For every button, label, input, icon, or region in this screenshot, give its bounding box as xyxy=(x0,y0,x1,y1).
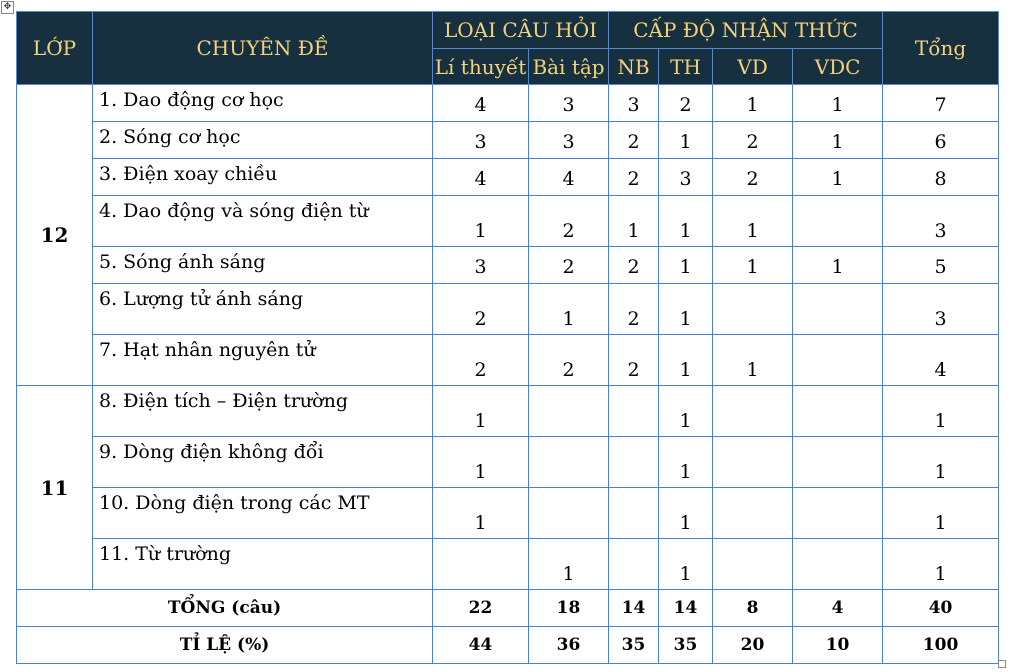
value-cell-vd: 2 xyxy=(713,122,793,159)
value-cell-li-thuyet: 1 xyxy=(433,386,529,437)
value-cell-bai-tap: 3 xyxy=(529,85,609,122)
lop-cell: 11 xyxy=(17,386,93,590)
value-cell-bai-tap xyxy=(529,437,609,488)
totals-row-value-th: 14 xyxy=(659,590,713,627)
value-cell-vdc xyxy=(793,488,883,539)
value-cell-vd xyxy=(713,284,793,335)
value-cell-tong: 6 xyxy=(883,122,999,159)
topic-cell: 2. Sóng cơ học xyxy=(93,122,433,159)
totals-row-value-li-thuyet: 22 xyxy=(433,590,529,627)
value-cell-nb xyxy=(609,386,659,437)
header-lop: LỚP xyxy=(17,12,93,85)
value-cell-vdc: 1 xyxy=(793,85,883,122)
header-nb: NB xyxy=(609,49,659,85)
topic-cell: 5. Sóng ánh sáng xyxy=(93,247,433,284)
value-cell-th: 1 xyxy=(659,196,713,247)
topic-cell: 3. Điện xoay chiều xyxy=(93,159,433,196)
ratio-row-value-vd: 20 xyxy=(713,627,793,664)
totals-row-value-bai-tap: 18 xyxy=(529,590,609,627)
value-cell-bai-tap: 2 xyxy=(529,247,609,284)
table-row xyxy=(17,247,999,284)
value-cell-th: 1 xyxy=(659,437,713,488)
value-cell-vdc: 1 xyxy=(793,122,883,159)
value-cell-nb xyxy=(609,437,659,488)
value-cell-nb: 2 xyxy=(609,159,659,196)
value-cell-li-thuyet: 2 xyxy=(433,335,529,386)
value-cell-vd xyxy=(713,386,793,437)
value-cell-th: 1 xyxy=(659,539,713,590)
value-cell-vdc: 1 xyxy=(793,247,883,284)
ratio-row-label: TỈ LỆ (%) xyxy=(17,627,433,664)
value-cell-li-thuyet xyxy=(433,539,529,590)
table-row xyxy=(17,85,999,122)
table-row xyxy=(17,488,999,539)
value-cell-nb: 3 xyxy=(609,85,659,122)
value-cell-bai-tap: 4 xyxy=(529,159,609,196)
table-row xyxy=(17,284,999,335)
topic-cell: 9. Dòng điện không đổi xyxy=(93,437,433,488)
ratio-row-value-th: 35 xyxy=(659,627,713,664)
topic-cell: 10. Dòng điện trong các MT xyxy=(93,488,433,539)
value-cell-nb xyxy=(609,488,659,539)
value-cell-li-thuyet: 1 xyxy=(433,196,529,247)
value-cell-li-thuyet: 4 xyxy=(433,85,529,122)
value-cell-tong: 1 xyxy=(883,539,999,590)
table-row xyxy=(17,335,999,386)
table-row xyxy=(17,122,999,159)
value-cell-tong: 1 xyxy=(883,488,999,539)
header-cap-do: CẤP ĐỘ NHẬN THỨC xyxy=(609,12,883,49)
value-cell-th: 1 xyxy=(659,335,713,386)
header-vd: VD xyxy=(713,49,793,85)
value-cell-li-thuyet: 1 xyxy=(433,437,529,488)
value-cell-th: 1 xyxy=(659,122,713,159)
header-tong: Tổng xyxy=(883,12,999,85)
topic-cell: 7. Hạt nhân nguyên tử xyxy=(93,335,433,386)
value-cell-bai-tap: 2 xyxy=(529,335,609,386)
header-vdc: VDC xyxy=(793,49,883,85)
ratio-row-value-vdc: 10 xyxy=(793,627,883,664)
value-cell-li-thuyet: 3 xyxy=(433,122,529,159)
value-cell-tong: 7 xyxy=(883,85,999,122)
header-loai-cau-hoi: LOẠI CÂU HỎI xyxy=(433,12,609,49)
totals-row-value-tong: 40 xyxy=(883,590,999,627)
value-cell-th: 1 xyxy=(659,247,713,284)
value-cell-th: 1 xyxy=(659,488,713,539)
value-cell-tong: 8 xyxy=(883,159,999,196)
value-cell-tong: 4 xyxy=(883,335,999,386)
topic-cell: 4. Dao động và sóng điện từ xyxy=(93,196,433,247)
value-cell-vd xyxy=(713,437,793,488)
value-cell-tong: 3 xyxy=(883,196,999,247)
totals-row-label: TỔNG (câu) xyxy=(17,590,433,627)
value-cell-vdc xyxy=(793,539,883,590)
value-cell-vd: 1 xyxy=(713,335,793,386)
ratio-row-value-bai-tap: 36 xyxy=(529,627,609,664)
value-cell-li-thuyet: 4 xyxy=(433,159,529,196)
value-cell-bai-tap: 3 xyxy=(529,122,609,159)
value-cell-nb: 2 xyxy=(609,335,659,386)
ratio-row-value-li-thuyet: 44 xyxy=(433,627,529,664)
topic-cell: 1. Dao động cơ học xyxy=(93,85,433,122)
value-cell-bai-tap: 1 xyxy=(529,539,609,590)
value-cell-vdc xyxy=(793,386,883,437)
topic-cell: 8. Điện tích – Điện trường xyxy=(93,386,433,437)
table-row xyxy=(17,196,999,247)
header-li-thuyet: Lí thuyết xyxy=(433,49,529,85)
table-row xyxy=(17,159,999,196)
totals-row-value-vd: 8 xyxy=(713,590,793,627)
exam-matrix-table xyxy=(16,11,999,664)
table-row xyxy=(17,386,999,437)
value-cell-li-thuyet: 3 xyxy=(433,247,529,284)
value-cell-tong: 1 xyxy=(883,386,999,437)
value-cell-vd: 1 xyxy=(713,247,793,284)
value-cell-vd: 1 xyxy=(713,196,793,247)
value-cell-nb: 2 xyxy=(609,122,659,159)
lop-cell: 12 xyxy=(17,85,93,386)
value-cell-vdc xyxy=(793,437,883,488)
table-row xyxy=(17,437,999,488)
table-move-handle-icon[interactable]: ✥ xyxy=(1,1,14,14)
value-cell-vd xyxy=(713,539,793,590)
header-chuyen-de: CHUYÊN ĐỀ xyxy=(93,12,433,85)
totals-row xyxy=(17,590,999,627)
totals-row-value-vdc: 4 xyxy=(793,590,883,627)
table-resize-handle[interactable] xyxy=(998,660,1006,668)
value-cell-vdc: 1 xyxy=(793,159,883,196)
value-cell-nb xyxy=(609,539,659,590)
value-cell-vd: 1 xyxy=(713,85,793,122)
value-cell-nb: 2 xyxy=(609,284,659,335)
header-th: TH xyxy=(659,49,713,85)
value-cell-vd: 2 xyxy=(713,159,793,196)
topic-cell: 6. Lượng tử ánh sáng xyxy=(93,284,433,335)
value-cell-th: 3 xyxy=(659,159,713,196)
value-cell-th: 2 xyxy=(659,85,713,122)
ratio-row-value-tong: 100 xyxy=(883,627,999,664)
value-cell-bai-tap: 1 xyxy=(529,284,609,335)
value-cell-th: 1 xyxy=(659,386,713,437)
value-cell-li-thuyet: 1 xyxy=(433,488,529,539)
ratio-row xyxy=(17,627,999,664)
value-cell-vdc xyxy=(793,196,883,247)
value-cell-li-thuyet: 2 xyxy=(433,284,529,335)
header-bai-tap: Bài tập xyxy=(529,49,609,85)
value-cell-nb: 2 xyxy=(609,247,659,284)
value-cell-th: 1 xyxy=(659,284,713,335)
value-cell-bai-tap xyxy=(529,488,609,539)
value-cell-tong: 3 xyxy=(883,284,999,335)
value-cell-bai-tap xyxy=(529,386,609,437)
value-cell-tong: 1 xyxy=(883,437,999,488)
ratio-row-value-nb: 35 xyxy=(609,627,659,664)
value-cell-bai-tap: 2 xyxy=(529,196,609,247)
table-row xyxy=(17,539,999,590)
totals-row-value-nb: 14 xyxy=(609,590,659,627)
value-cell-vdc xyxy=(793,335,883,386)
value-cell-tong: 5 xyxy=(883,247,999,284)
value-cell-nb: 1 xyxy=(609,196,659,247)
value-cell-vdc xyxy=(793,284,883,335)
value-cell-vd xyxy=(713,488,793,539)
topic-cell: 11. Từ trường xyxy=(93,539,433,590)
